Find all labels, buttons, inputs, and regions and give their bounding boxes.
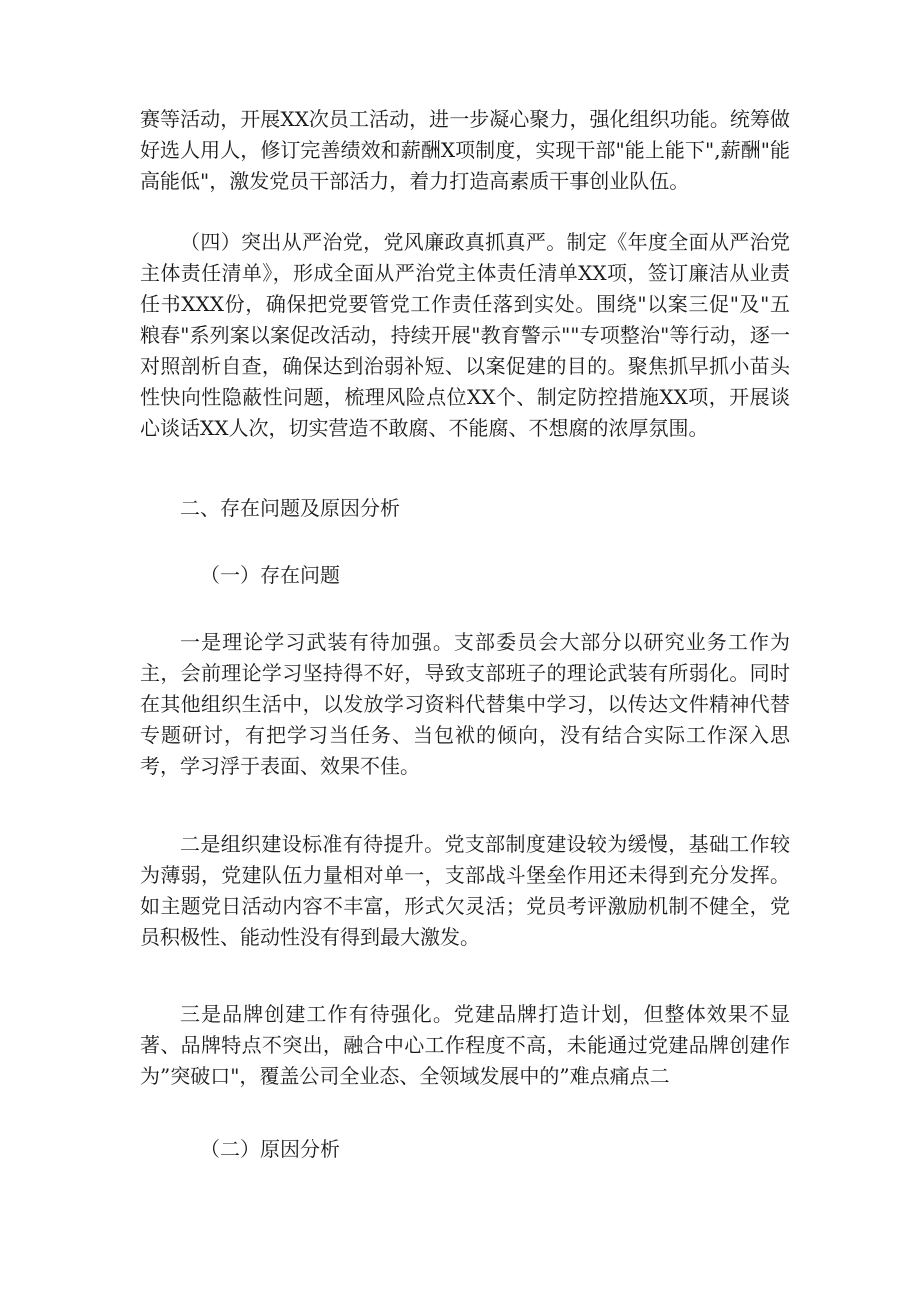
heading-cause-analysis: （二）原因分析: [200, 1137, 340, 1161]
heading-problems-and-causes: 二、存在问题及原因分析: [180, 496, 400, 520]
paragraph-section-four: （四）突出从严治党，党风廉政真抓真严。制定《年度全面从严治党主体责任清单》，形成全面从严治党主体责任清单XX项，签订廉洁从业责任书XXX份，确保把党要管党工作责任落到实处。围绕"以案三促"及"五粮春"系列案以案促改活动，持续开展"教育警示""专项整治"等行动，逐一对照剖析自查，确保达到治弱补短、以案促建的目的。聚焦抓早抓小苗头性快向性隐蔽性问题，梳理风险点位XX个、制定防控措施XX项，开展谈心谈话XX人次，切实营造不敢腐、不能腐、不想腐的浓厚氛围。: [140, 230, 790, 440]
paragraph-continued: 赛等活动，开展XX次员工活动，进一步凝心聚力，强化组织功能。统筹做好选人用人，修订完善绩效和薪酬X项制度，实现干部"能上能下",薪酬"能高能低"，激发党员干部活力，着力打造高素质干事创业队伍。: [140, 107, 790, 193]
paragraph-problem-three: 三是品牌创建工作有待强化。党建品牌打造计划，但整体效果不显著、品牌特点不突出，融合中心工作程度不高，未能通过党建品牌创建作为”突破口"，覆盖公司全业态、全领域发展中的”难点痛点二: [140, 1002, 790, 1088]
paragraph-problem-two: 二是组织建设标准有待提升。党支部制度建设较为缓慢，基础工作较为薄弱，党建队伍力量相对单一，支部战斗堡垒作用还未得到充分发挥。如主题党日活动内容不丰富，形式欠灵活；党员考评激励机制不健全，党员积极性、能动性没有得到最大激发。: [140, 832, 790, 949]
heading-existing-problems: （一）存在问题: [200, 563, 340, 587]
paragraph-problem-one: 一是理论学习武装有待加强。支部委员会大部分以研究业务工作为主，会前理论学习坚持得不好，导致支部班子的理论武装有所弱化。同时在其他组织生活中，以发放学习资料代替集中学习，以传达文件精神代替专题研讨，有把学习当任务、当包袱的倾向，没有结合实际工作深入思考，学习浮于表面、效果不佳。: [140, 630, 790, 778]
